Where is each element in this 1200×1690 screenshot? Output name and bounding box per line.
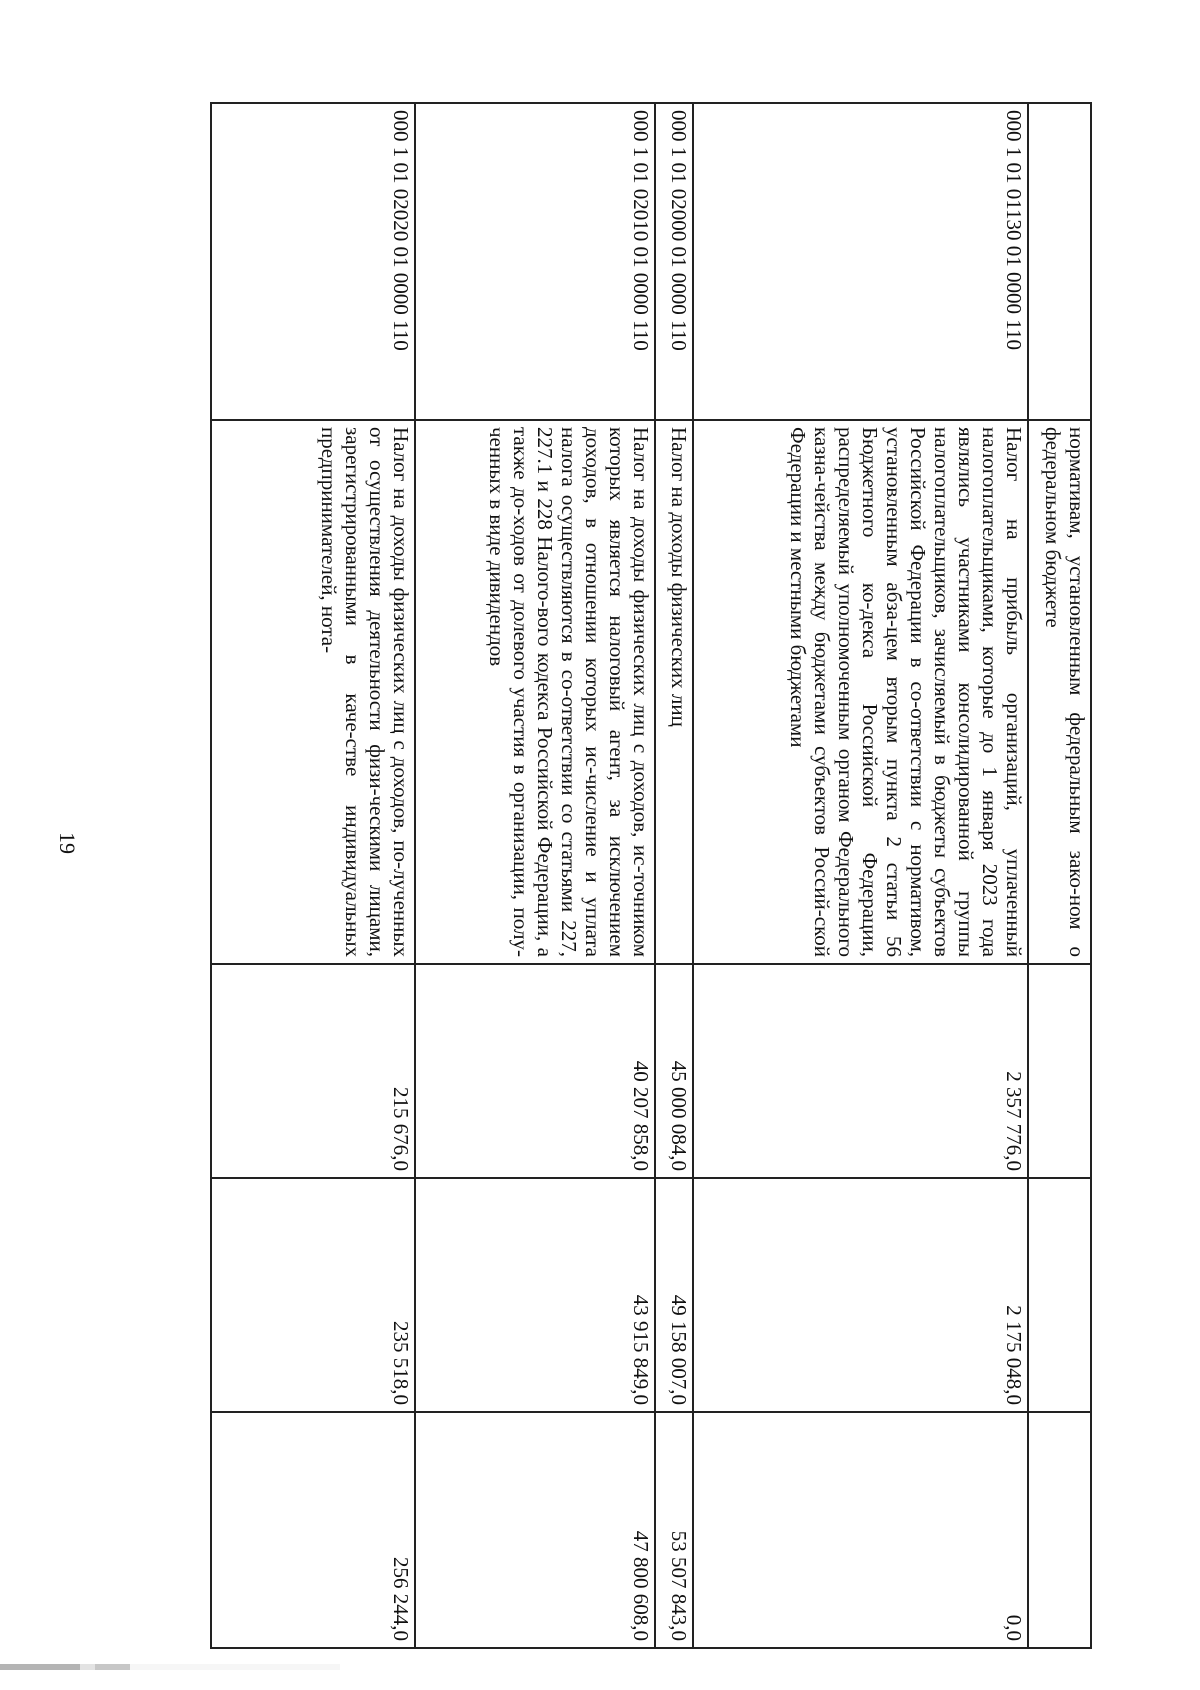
budget-table <box>210 102 1092 1649</box>
value-year-3: 53 507 843,0 <box>655 1412 693 1648</box>
revenue-name: нормативам, установленным федеральным зако-ном о федеральном бюджете <box>1028 420 1091 964</box>
budget-code: 000 1 01 02010 01 0000 110 <box>415 103 655 420</box>
budget-code: 000 1 01 02020 01 0000 110 <box>211 103 415 420</box>
revenue-name: Налог на доходы физических лиц с доходов, ис-точником которых является налоговый агент, за исключением доходов, в отношении которых ис-числение и уплата налога осуществляются в со-ответствии со статьями 227, 227.1 и 228 Налого-вого кодекса Российской Федерации, а также до-ходов от долевого участия в организации, полу-ченных в виде дивидендов <box>415 420 655 964</box>
table-row <box>655 103 693 1648</box>
value-year-2: 43 915 849,0 <box>415 1178 655 1412</box>
value-year-1: 40 207 858,0 <box>415 964 655 1178</box>
table-row <box>211 103 415 1648</box>
budget-code: 000 1 01 02000 01 0000 110 <box>655 103 693 420</box>
value-year-3 <box>1028 1412 1091 1648</box>
value-year-2: 235 518,0 <box>211 1178 415 1412</box>
value-year-2 <box>1028 1178 1091 1412</box>
table-row <box>415 103 655 1648</box>
budget-code <box>1028 103 1091 420</box>
page-number: 19 <box>55 832 80 854</box>
scan-artifact <box>0 1664 340 1670</box>
table-row <box>693 103 1028 1648</box>
value-year-3: 47 800 608,0 <box>415 1412 655 1648</box>
value-year-1: 2 357 776,0 <box>693 964 1028 1178</box>
value-year-2: 49 158 007,0 <box>655 1178 693 1412</box>
budget-code: 000 1 01 01130 01 0000 110 <box>693 103 1028 420</box>
value-year-2: 2 175 048,0 <box>693 1178 1028 1412</box>
rotated-table-container <box>212 102 1092 1647</box>
value-year-3: 0,0 <box>693 1412 1028 1648</box>
revenue-name: Налог на доходы физических лиц с доходов, по-лученных от осуществления деятельности физи-ческими лицами, зарегистрированными в каче-стве индивидуальных предпринимателей, нота- <box>211 420 415 964</box>
table-row <box>1028 103 1091 1648</box>
value-year-1: 45 000 084,0 <box>655 964 693 1178</box>
value-year-3: 256 244,0 <box>211 1412 415 1648</box>
value-year-1 <box>1028 964 1091 1178</box>
revenue-name: Налог на прибыль организаций, уплаченный налогоплательщиками, которые до 1 января 2023 года являлись участниками консолидированной группы налогоплательщиков, зачисляемый в бюджеты субъектов Российской Федерации в со-ответствии с нормативом, установленным абза-цем вторым пункта 2 статьи 56 Бюджетного ко-декса Российской Федерации, распределяемый уполномоченным органом Федерального казна-чейства между бюджетами субъектов Россий-ской Федерации и местными бюджетами <box>693 420 1028 964</box>
value-year-1: 215 676,0 <box>211 964 415 1178</box>
revenue-name: Налог на доходы физических лиц <box>655 420 693 964</box>
